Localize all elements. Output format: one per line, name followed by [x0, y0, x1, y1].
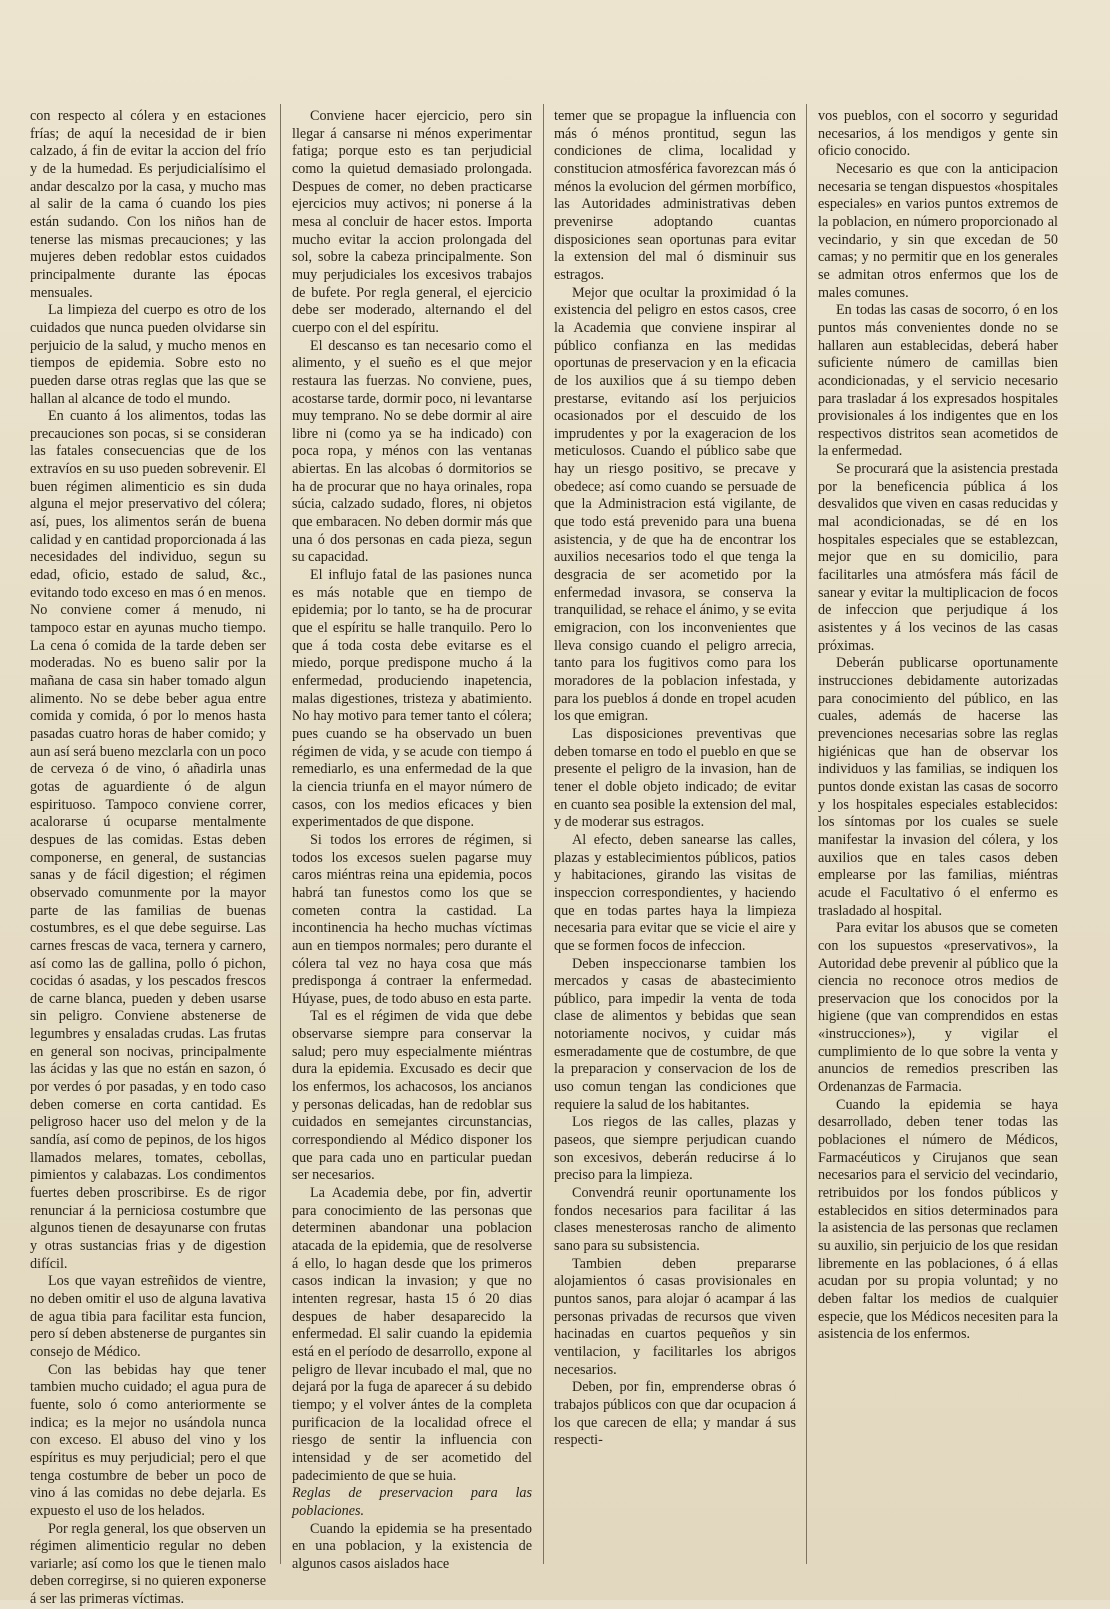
paragraph: Tambien deben prepararse alojamientos ó casas provisionales en puntos sanos, para alojar ó acampar á las personas privadas de recursos que viven hacinadas en cuartos pequeños y sin ventilacion, y facilitarles los abrigos necesarios. — [554, 1255, 796, 1378]
text-column-4 — [818, 108, 1058, 1548]
paragraph: Para evitar los abusos que se cometen con los supuestos «preservativos», la Autoridad debe prevenir al público que la ciencia no reconoce otros medios de preservacion que los conocidos por la higiene (que van comprendidos en estas «instrucciones»), y vigilar el cumplimiento de lo que sobre la venta y anuncios de remedios prescriben las Ordenanzas de Farmacia. — [818, 920, 1058, 1096]
paragraph: La limpieza del cuerpo es otro de los cuidados que nunca pueden olvidarse sin perjuicio de la salud, y mucho menos en tiempos de epidemia. Sobre esto no pueden darse otras reglas que las que se hallan al alcance de todo el mundo. — [30, 302, 266, 407]
paragraph: La Academia debe, por fin, advertir para conocimiento de las personas que determinen abandonar una poblacion atacada de la epidemia, que de resolverse á ello, lo hagan desde que los primeros casos indican la invasion; y que no intenten regresar, hasta 15 ó 20 dias despues de haber desaparecido la enfermedad. El salir cuando la epidemia está en el período de desarrollo, expone al peligro de llevar incubado el mal, que no dejará por la fuga de aparecer á su debido tiempo; y el volver ántes de la completa purificacion de la localidad ofrece el riesgo de sentir la influencia con intensidad y de ser acometido del padecimiento de que se huia. — [292, 1185, 532, 1484]
paragraph: En cuanto á los alimentos, todas las precauciones son pocas, si se consideran las fatales consecuencias que de los extravíos en su uso pueden sobrevenir. El buen régimen alimenticio es sin duda alguna el mejor preservativo del cólera; así, pues, los alimentos serán de buena calidad y en cantidad proporcionada á las necesidades del individuo, segun su edad, oficio, estado de salud, &c., evitando todo exceso en mas ó en menos. No conviene comer á menudo, ni tampoco estar en ayunas mucho tiempo. La cena ó comida de la tarde deben ser moderadas. No es bueno salir por la mañana de casa sin haber tomado algun alimento. No se debe beber agua entre comida y comida, ó por lo menos hasta pasadas cuatro horas de haber comido; y aun así será bueno mezclarla con un poco de cerveza ó de vino, ó añadirla unas gotas de aguardiente ó de algun espirituoso. Tampoco conviene correr, acalorarse ú ocuparse mentalmente despues de las comidas. Estas deben componerse, en general, de sustancias sanas y de fácil digestion; el régimen observado comunmente por la mayor parte de las familias de buenas costumbres, es el que debe seguirse. Las carnes frescas de vaca, ternera y carnero, así como las de gallina, pollo ó pichon, cocidas ó asadas, y los pescados frescos de carne blanca, pueden y deben usarse sin peligro. Conviene abstenerse de legumbres y ensaladas crudas. Las frutas en general son nocivas, principalmente las ácidas y las que no están en sazon, ó por verdes ó por pasadas, y en todo caso deben comerse en corta cantidad. Es peligroso hacer uso del melon y de la sandía, así como de pepinos, de los higos llamados melares, tomates, cebollas, pimientos y calabazas. Los condimentos fuertes deben proscribirse. Es de rigor renunciar á la perniciosa costumbre que algunos tienen de desayunarse con frutas y otras sustancias frias y de digestion difícil. — [30, 408, 266, 1272]
paragraph: Por regla general, los que observen un régimen alimenticio regular no deben variarle; así como los que le tienen malo deben corregirse, si no quieren exponerse á ser las primeras víctimas. — [30, 1520, 266, 1608]
paragraph: vos pueblos, con el socorro y seguridad necesarios, á los mendigos y gente sin oficio conocido. — [818, 108, 1058, 160]
paragraph: con respecto al cólera y en estaciones frías; de aquí la necesidad de ir bien calzado, á fin de evitar la accion del frío y de la humedad. Es perjudicialísimo el andar descalzo por la casa, y mucho mas al salir de la cama ó cuando los pies están sudando. Con los niños han de tenerse las mismas precauciones; y las mujeres deben redoblar estos cuidados principalmente durante las épocas mensuales. — [30, 108, 266, 301]
paragraph: Los que vayan estreñidos de vientre, no deben omitir el uso de alguna lavativa de agua tibia para facilitar esta funcion, pero sí deben abstenerse de purgantes sin consejo de Médico. — [30, 1273, 266, 1360]
paragraph: En todas las casas de socorro, ó en los puntos más convenientes donde no se hallaren aun establecidas, deberá haber suficiente número de camillas bien acondicionadas, y el servicio necesario para trasladar á los expresados hospitales provisionales á los indigentes que en los respectivos distritos sean acometidos de la enfermedad. — [818, 302, 1058, 460]
paragraph: Deben inspeccionarse tambien los mercados y casas de abastecimiento público, para impedir la venta de toda clase de alimentos y bebidas que sean notoriamente nocivos, y cuidar más esmeradamente que de costumbre, de que la preparacion y conservacion de los de uso comun tengan las condiciones que requiere la salud de los habitantes. — [554, 955, 796, 1113]
paragraph: El descanso es tan necesario como el alimento, y el sueño es el que mejor restaura las fuerzas. No conviene, pues, acostarse tarde, dormir poco, ni levantarse muy temprano. No se debe dormir al aire libre ni (como ya se ha indicado) con poca ropa, y ménos con las ventanas abiertas. En las alcobas ó dormitorios se ha de procurar que no haya orinales, ropa súcia, calzado sudado, flores, ni objetos que embaracen. No deben dormir más que una ó dos personas en cada pieza, segun su capacidad. — [292, 337, 532, 566]
paragraph: Las disposiciones preventivas que deben tomarse en todo el pueblo en que se presente el peligro de la invasion, han de tener el doble objeto indicado; de evitar en cuanto sea posible la extension del mal, y de moderar sus estragos. — [554, 725, 796, 831]
paragraph: Conviene hacer ejercicio, pero sin llegar á cansarse ni ménos experimentar fatiga; porque esto es tan perjudicial como la quietud demasiado prolongada. Despues de comer, no deben practicarse ejercicios muy activos; ni ponerse á la mesa al concluir de hacer estos. Importa mucho evitar la accion prolongada del sol, sobre la cabeza principalmente. Son muy perjudiciales los excesivos trabajos de bufete. Por regla general, el ejercicio debe ser moderado, alternando el del cuerpo con el del espíritu. — [292, 108, 532, 336]
paragraph: Convendrá reunir oportunamente los fondos necesarios para facilitar á las clases menesterosas rancho de alimento sano para su subsistencia. — [554, 1185, 796, 1254]
paragraph: El influjo fatal de las pasiones nunca es más notable que en tiempo de epidemia; por lo tanto, se ha de procurar que el espíritu se halle tranquilo. Pero lo que á toda costa debe evitarse es el miedo, porque predispone mucho á la enfermedad, produciendo inapetencia, malas digestiones, tristeza y abatimiento. No hay motivo para temer tanto el cólera; pues cuando se ha observado un buen régimen de vida, y se acude con tiempo á remediarlo, es una enfermedad de la que la ciencia triunfa en el mayor número de casos, con los medios eficaces y bien experimentados de que dispone. — [292, 567, 532, 831]
column-rule — [543, 104, 544, 1564]
paragraph: Cuando la epidemia se ha presentado en una poblacion, y la existencia de algunos casos aislados hace — [292, 1520, 532, 1572]
column-rule — [280, 104, 281, 1564]
paragraph: Se procurará que la asistencia prestada por la beneficencia pública á los desvalidos que viven en casas reducidas y mal acondicionadas, se dé en los hospitales especiales que se establezcan, mejor que en su domicilio, para facilitarles una atmósfera más fácil de sanear y evitar la multiplicacion de focos de infeccion que perjudique á los asistentes y á los vecinos de las casas próximas. — [818, 461, 1058, 654]
paragraph: Mejor que ocultar la proximidad ó la existencia del peligro en estos casos, cree la Academia que conviene inspirar al público confianza en las medidas oportunas de preservacion y en la eficacia de los auxilios que á su tiempo deben prestarse, evitando así los perjuicios ocasionados por el descuido de los imprudentes y por la exageracion de los meticulosos. Cuando el público sabe que hay un riesgo positivo, se precave y obedece; así como cuando se persuade de que la Administracion está vigilante, de que todo está prevenido para una buena asistencia, y de que ha de encontrar los auxilios necesarios todo el que tenga la desgracia de ser acometido por la enfermedad invasora, se conserva la tranquilidad, se rehace el ánimo, y se evita emigracion, con los inconvenientes que lleva consigo cuando el peligro arrecia, tanto para los fugitivos como para los moradores de la poblacion infestada, y para los pueblos á donde en tropel acuden los que emigran. — [554, 284, 796, 725]
paragraph: Deben, por fin, emprenderse obras ó trabajos públicos con que dar ocupacion á los que carecen de ella; y mandar á sus respecti- — [554, 1379, 796, 1449]
paragraph: Con las bebidas hay que tener tambien mucho cuidado; el agua pura de fuente, solo ó como anteriormente se indica; es la mejor no usándola nunca con exceso. El abuso del vino y los espíritus es muy perjudicial; pero el que tenga costumbre de beber un poco de vino á las comidas no debe dejarla. Es expuesto el uso de los helados. — [30, 1361, 266, 1519]
paragraph: Los riegos de las calles, plazas y paseos, que siempre perjudican cuando son excesivos, deberán reducirse á lo preciso para la limpieza. — [554, 1114, 796, 1184]
paragraph: temer que se propague la influencia con más ó ménos prontitud, segun las condiciones de clima, localidad y constitucion atmosférica favorezcan más ó ménos la evolucion del gérmen morbífico, las Autoridades administrativas deben prevenirse adoptando cuantas disposiciones sean oportunas para evitar la extension del mal ó disminuir sus estragos. — [554, 108, 796, 283]
text-column-1 — [30, 108, 266, 1608]
paragraph: Al efecto, deben sanearse las calles, plazas y establecimientos públicos, patios y habitaciones, girando las visitas de inspeccion correspondientes, y haciendo que en todas partes haya la limpieza necesaria para evitar que se vicie el aire y que se formen focos de infeccion. — [554, 831, 796, 954]
paragraph: Tal es el régimen de vida que debe observarse siempre para conservar la salud; pero muy especialmente miéntras dura la epidemia. Excusado es decir que los enfermos, los achacosos, los ancianos y personas delicadas, han de redoblar sus cuidados en semejantes circunstancias, correspondiendo al Médico disponer los que para cada uno en particular puedan ser necesarios. — [292, 1008, 532, 1184]
paragraph: Necesario es que con la anticipacion necesaria se tengan dispuestos «hospitales especiales» en varios puntos extremos de la poblacion, en número proporcionado al vecindario, y sin que excedan de 50 camas; y no permitir que en los generales se admitan otros enfermos que los de males comunes. — [818, 160, 1058, 301]
paragraph: Cuando la epidemia se haya desarrollado, deben tener todas las poblaciones el número de Médicos, Farmacéuticos y Cirujanos que sean necesarios para el servicio del vecindario, retribuidos por los fondos públicos y establecidos en sitios determinados para la asistencia de las personas que reclamen su auxilio, sin perjuicio de los que residan libremente en las poblaciones, ó á ellas acudan por su propia voluntad; y no deben faltar los medios de cualquier especie, que los Médicos necesiten para la asistencia de los enfermos. — [818, 1096, 1058, 1343]
paragraph: Deberán publicarse oportunamente instrucciones debidamente autorizadas para conocimiento del público, en las cuales, además de hacerse las prevenciones necesarias sobre las reglas higiénicas que han de observar los individuos y las familias, se indiquen los puntos donde existan las casas de socorro y los hospitales especiales establecidos: los síntomas por los cuales se suele manifestar la invasion del cólera, y los auxilios que en tales casos deben emplearse por las familias, miéntras acude el Facultativo ó el enfermo es trasladado al hospital. — [818, 655, 1058, 919]
column-rule — [806, 104, 807, 1564]
text-column-3 — [554, 108, 796, 1548]
text-column-2 — [292, 108, 532, 1572]
section-heading: Reglas de preservacion para las poblaciones. — [292, 1485, 532, 1519]
paragraph: Si todos los errores de régimen, si todos los excesos suelen pagarse muy caros miéntras reina una epidemia, pocos habrá tan funestos como los que se cometen contra la castidad. La incontinencia ha hecho muchas víctimas aun en tiempos normales; pero durante el cólera tal vez no haya cosa que más predisponga á contraer la enfermedad. Húyase, pues, de todo abuso en esta parte. — [292, 831, 532, 1007]
